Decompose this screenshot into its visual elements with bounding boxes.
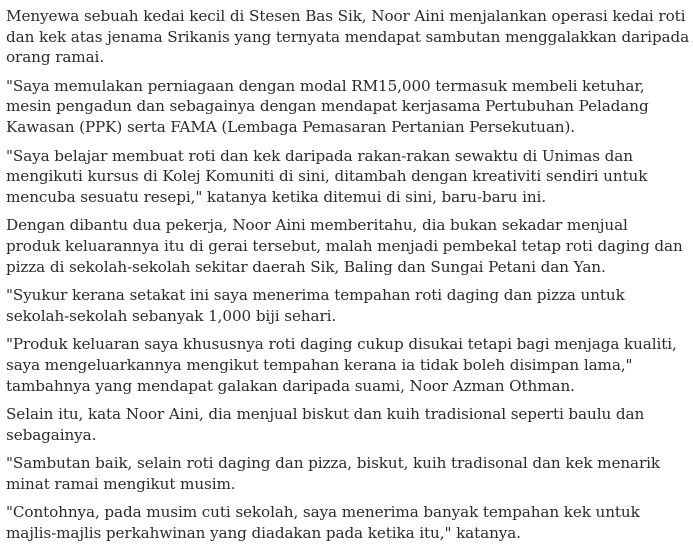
paragraph-line: pizza di sekolah-sekolah sekitar daerah Sik, Baling dan Sungai Petani dan Yan. bbox=[6, 257, 606, 276]
paragraph-line: orang ramai. bbox=[6, 48, 105, 67]
paragraph-line: tambahnya yang mendapat galakan daripada suami, Noor Azman Othman. bbox=[6, 376, 575, 395]
paragraph-7 bbox=[6, 404, 691, 445]
article-body bbox=[6, 6, 691, 552]
paragraph-line: Selain itu, kata Noor Aini, dia menjual biskut dan kuih tradisional seperti baulu dan bbox=[6, 405, 645, 424]
paragraph-8 bbox=[6, 453, 691, 494]
paragraph-1 bbox=[6, 6, 691, 68]
paragraph-line: mesin pengadun dan sebagainya dengan mendapat kerjasama Pertubuhan Peladang bbox=[6, 97, 649, 116]
paragraph-line: dan kek atas jenama Srikanis yang ternyata mendapat sambutan menggalakkan daripada bbox=[6, 27, 690, 46]
paragraph-line: "Contohnya, pada musim cuti sekolah, saya menerima banyak tempahan kek untuk bbox=[6, 503, 640, 522]
paragraph-2 bbox=[6, 76, 691, 138]
paragraph-line: sekolah-sekolah sebanyak 1,000 biji sehari. bbox=[6, 306, 337, 325]
paragraph-3 bbox=[6, 146, 691, 208]
paragraph-line: "Saya belajar membuat roti dan kek daripada rakan-rakan sewaktu di Unimas dan bbox=[6, 146, 633, 165]
paragraph-line: Dengan dibantu dua pekerja, Noor Aini memberitahu, dia bukan sekadar menjual bbox=[6, 216, 628, 235]
paragraph-line: majlis-majlis perkahwinan yang diadakan pada ketika itu," katanya. bbox=[6, 524, 521, 543]
paragraph-line: mencuba sesuatu resepi," katanya ketika ditemui di sini, baru-baru ini. bbox=[6, 187, 547, 206]
paragraph-line: sebagainya. bbox=[6, 425, 97, 444]
paragraph-5 bbox=[6, 285, 691, 326]
paragraph-line: "Sambutan baik, selain roti daging dan pizza, biskut, kuih tradisonal dan kek menarik bbox=[6, 454, 661, 473]
paragraph-line: mengikuti kursus di Kolej Komuniti di sini, ditambah dengan kreativiti sendiri untuk bbox=[6, 167, 648, 186]
paragraph-line: produk keluarannya itu di gerai tersebut, malah menjadi pembekal tetap roti daging dan bbox=[6, 236, 683, 255]
paragraph-line: Kawasan (PPK) serta FAMA (Lembaga Pemasaran Pertanian Persekutuan). bbox=[6, 117, 576, 136]
paragraph-line: saya mengeluarkannya mengikut tempahan kerana ia tidak boleh disimpan lama," bbox=[6, 355, 633, 374]
paragraph-line: "Saya memulakan perniagaan dengan modal RM15,000 termasuk membeli ketuhar, bbox=[6, 76, 645, 95]
paragraph-6 bbox=[6, 334, 691, 396]
paragraph-line: "Syukur kerana setakat ini saya menerima tempahan roti daging dan pizza untuk bbox=[6, 286, 625, 305]
paragraph-4 bbox=[6, 215, 691, 277]
paragraph-line: "Produk keluaran saya khususnya roti daging cukup disukai tetapi bagi menjaga kualiti, bbox=[6, 335, 677, 354]
paragraph-line: Menyewa sebuah kedai kecil di Stesen Bas Sik, Noor Aini menjalankan operasi kedai roti bbox=[6, 7, 686, 25]
paragraph-9 bbox=[6, 502, 691, 543]
paragraph-line: minat ramai mengikut musim. bbox=[6, 474, 236, 493]
